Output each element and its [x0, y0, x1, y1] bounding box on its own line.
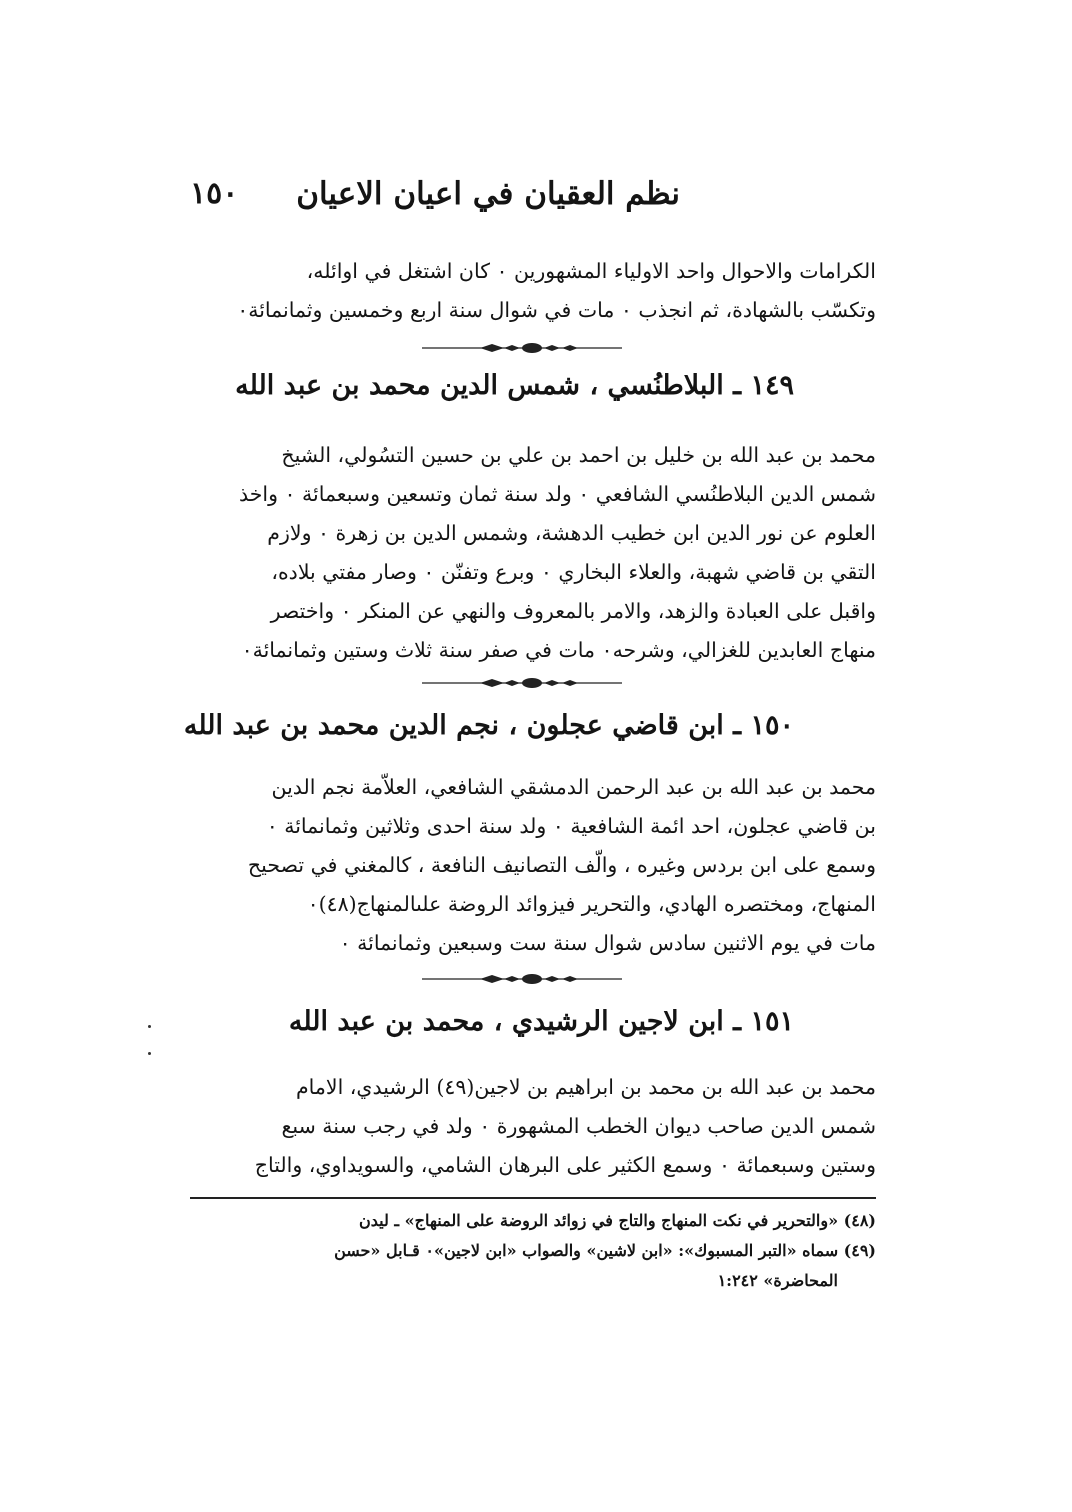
entry-title-149: ١٤٩ ـ البلاطنُسي ، شمس الدين محمد بن عبد الله — [235, 370, 794, 401]
footnote-49: (٤٩) سماه «التبر المسبوك»: «ابن لاشين» والصواب «ابن لاجين»٠ قـابل «حسن — [334, 1241, 876, 1260]
text-line: وتكسّب بالشهادة، ثم انجذب ٠ مات في شوال سنة اربع وخمسين وثمانمائة٠ — [237, 298, 876, 322]
entry-body-150 — [188, 768, 876, 963]
page-header — [190, 176, 880, 232]
section-divider — [422, 972, 622, 986]
text-line: التقي بن قاضي شهبة، والعلاء البخاري ٠ وبرع وتفنّن ٠ وصار مفتي بلاده، — [271, 560, 876, 584]
footnote-49-continuation: المحاضرة» ١:٢٤٢ — [717, 1271, 838, 1290]
text-line: محمد بن عبد الله بن محمد بن ابراهيم بن لاجين(٤٩) الرشيدي، الامام — [295, 1075, 876, 1099]
text-line: الكرامات والاحوال واحد الاولياء المشهورين ٠ كان اشتغل في اوائله، — [306, 259, 876, 283]
text-line: منهاج العابدين للغزالي، وشرحه٠ مات في صفر سنة ثلاث وستين وثمانمائة٠ — [241, 638, 876, 662]
text-line: شمس الدين البلاطنُسي الشافعي ٠ ولد سنة ثمان وتسعين وسبعمائة ٠ واخذ — [238, 482, 876, 506]
text-line: بن قاضي عجلون، احد ائمة الشافعية ٠ ولد سنة احدى وثلاثين وثمانمائة ٠ — [266, 814, 876, 838]
text-line: المنهاج، ومختصره الهادي، والتحرير فيزوائد الروضة علىالمنهاج(٤٨)٠ — [307, 892, 876, 916]
page-number: ١٥٠ — [190, 176, 239, 211]
text-line: وستين وسبعمائة ٠ وسمع الكثير على البرهان الشامي، والسويداوي، والتاج — [254, 1153, 876, 1177]
footnotes — [190, 1206, 876, 1296]
text-line: محمد بن عبد الله بن خليل بن احمد بن علي بن حسين التسُولي، الشيخ — [281, 443, 876, 467]
section-divider — [422, 676, 622, 690]
text-line: محمد بن عبد الله بن عبد الرحمن الدمشقي الشافعي، العلاّمة نجم الدين — [271, 775, 876, 799]
text-line: شمس الدين صاحب ديوان الخطب المشهورة ٠ ولد في رجب سنة سبع — [281, 1114, 876, 1138]
footnote-48: (٤٨) «والتحرير في نكت المنهاج والتاج في زوائد الروضة على المنهاج» ـ ليدن — [359, 1211, 876, 1230]
entry-body-151 — [188, 1068, 876, 1185]
text-line: مات في يوم الاثنين سادس شوال سنة ست وسبعين وثمانمائة ٠ — [339, 931, 876, 955]
intro-paragraph — [188, 252, 876, 330]
entry-title-151: ١٥١ ـ ابن لاجين الرشيدي ، محمد بن عبد الله — [288, 1006, 794, 1037]
running-title: نظم العقيان في اعيان الاعيان — [296, 176, 680, 212]
footnote-separator — [190, 1197, 876, 1199]
text-line: واقبل على العبادة والزهد، والامر بالمعروف والنهي عن المنكر ٠ واختصر — [270, 599, 876, 623]
section-divider — [422, 341, 622, 355]
text-line: وسمع على ابن بردس وغيره ، والّف التصانيف النافعة ، كالمغني في تصحيح — [247, 853, 876, 877]
scan-speck — [148, 1052, 151, 1055]
scan-speck — [148, 1025, 151, 1028]
entry-title-150: ١٥٠ ـ ابن قاضي عجلون ، نجم الدين محمد بن عبد الله — [183, 710, 794, 741]
entry-body-149 — [188, 436, 876, 670]
text-line: العلوم عن نور الدين ابن خطيب الدهشة، وشمس الدين بن زهرة ٠ ولازم — [267, 521, 876, 545]
